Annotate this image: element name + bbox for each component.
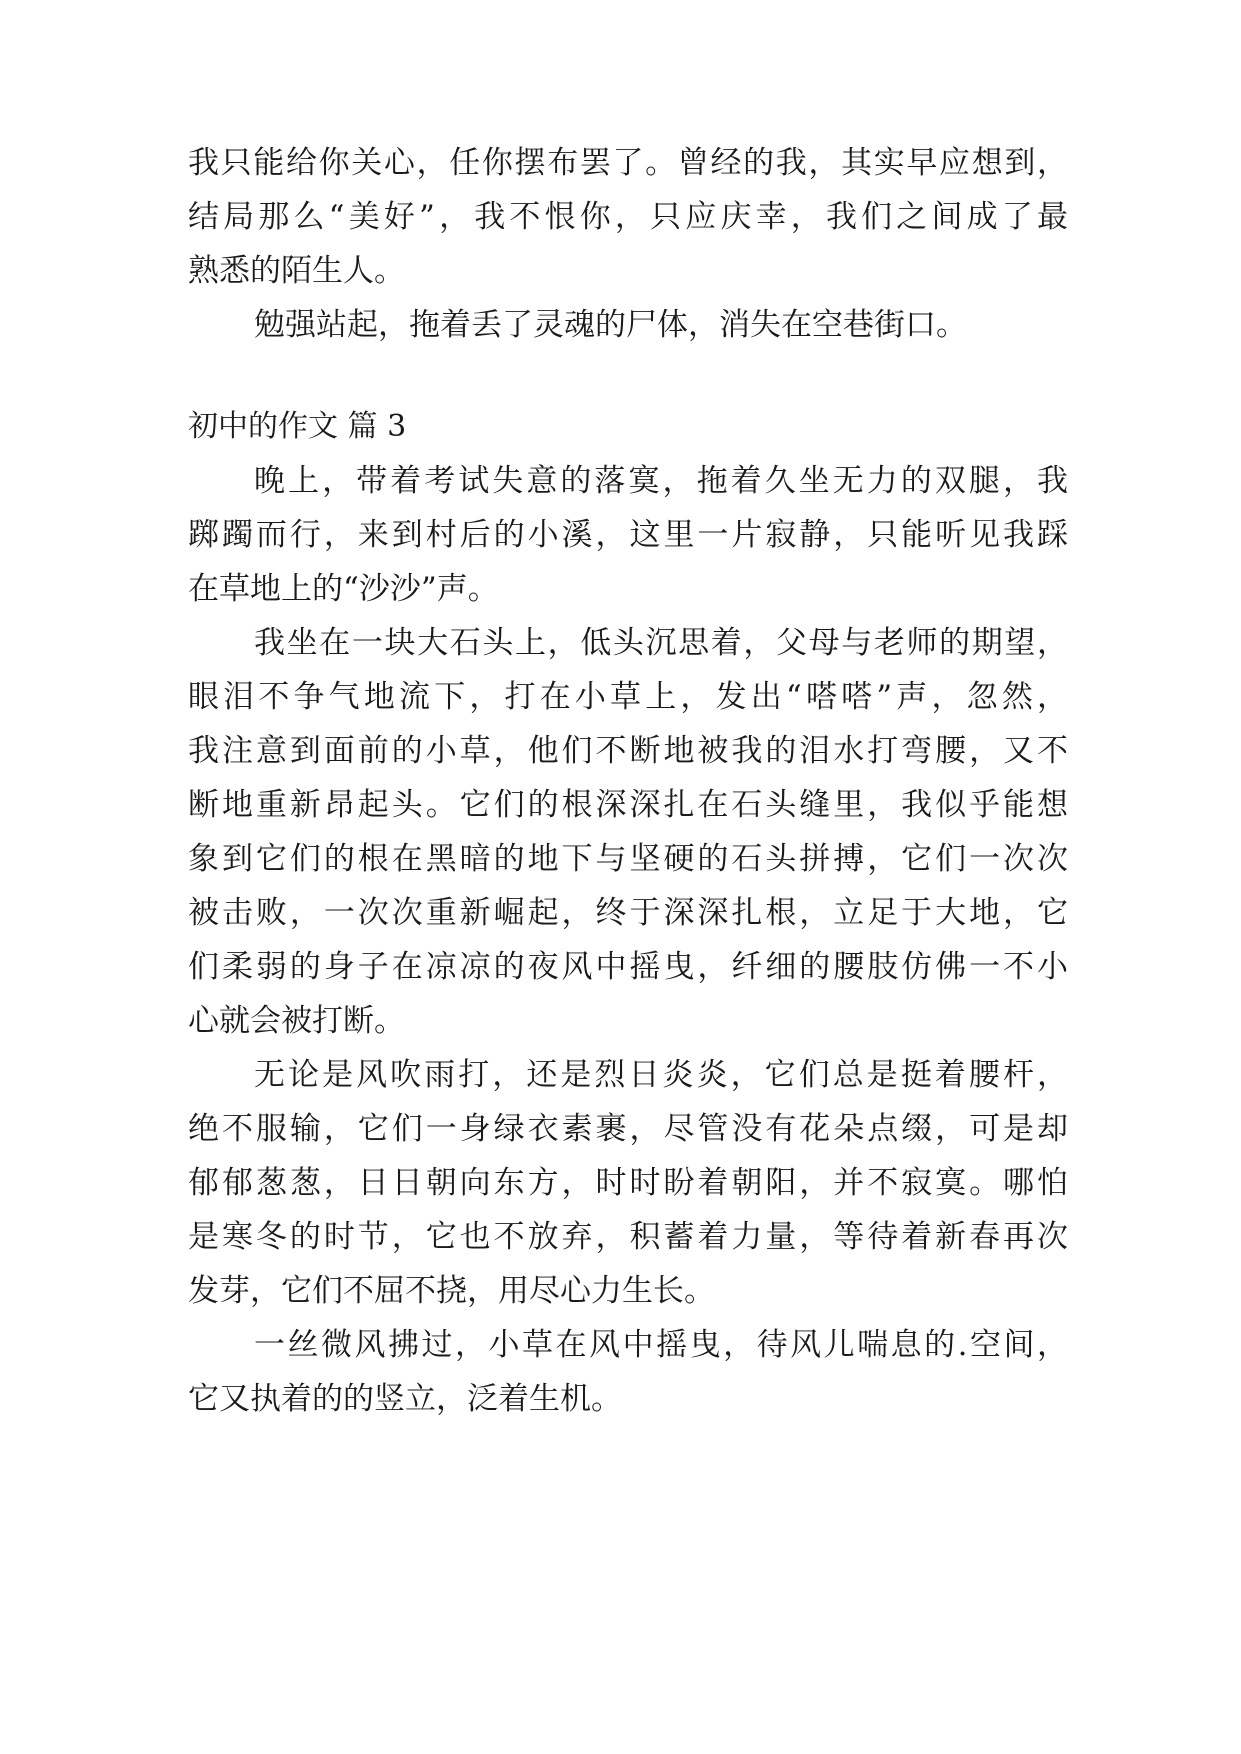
paragraph-line: 郁郁葱葱，日日朝向东方，时时盼着朝阳，并不寂寞。哪怕: [188, 1165, 1068, 1201]
paragraph-line: 熟悉的陌生人。: [188, 253, 405, 289]
paragraph-line: 心就会被打断。: [188, 1003, 405, 1039]
paragraph-line: 我只能给你关心，任你摆布罢了。曾经的我，其实早应想到，: [188, 145, 1068, 181]
paragraph-line: 们柔弱的身子在凉凉的夜风中摇曳，纤细的腰肢仿佛一不小: [188, 949, 1068, 985]
paragraph-line: 它又执着的的竖立，泛着生机。: [188, 1381, 622, 1417]
paragraph-line: 晚上，带着考试失意的落寞，拖着久坐无力的双腿，我: [254, 463, 1068, 499]
paragraph-line: 一丝微风拂过，小草在风中摇曳，待风儿喘息的.空间，: [254, 1327, 1068, 1363]
paragraph-line: 眼泪不争气地流下，打在小草上，发出“嗒嗒”声，忽然，: [188, 679, 1068, 715]
paragraph-line: 象到它们的根在黑暗的地下与坚硬的石头拼搏，它们一次次: [188, 841, 1068, 877]
paragraph-line: 绝不服输，它们一身绿衣素裹，尽管没有花朵点缀，可是却: [188, 1111, 1068, 1147]
paragraph-line: 踯躅而行，来到村后的小溪，这里一片寂静，只能听见我踩: [188, 517, 1068, 553]
paragraph-line: 断地重新昂起头。它们的根深深扎在石头缝里，我似乎能想: [188, 787, 1068, 823]
paragraph-line: 勉强站起，拖着丢了灵魂的尸体，消失在空巷街口。: [254, 307, 967, 343]
paragraph-line: 我注意到面前的小草，他们不断地被我的泪水打弯腰，又不: [188, 733, 1068, 769]
paragraph-line: 无论是风吹雨打，还是烈日炎炎，它们总是挺着腰杆，: [254, 1057, 1068, 1093]
paragraph-line: 在草地上的“沙沙”声。: [188, 571, 499, 607]
paragraph-line: 结局那么“美好”，我不恨你，只应庆幸，我们之间成了最: [188, 199, 1068, 235]
paragraph-line: 是寒冬的时节，它也不放弃，积蓄着力量，等待着新春再次: [188, 1219, 1068, 1255]
paragraph-line: 我坐在一块大石头上，低头沉思着，父母与老师的期望，: [254, 625, 1068, 661]
section-heading: 初中的作文 篇 3: [188, 409, 407, 444]
paragraph-line: 发芽，它们不屈不挠，用尽心力生长。: [188, 1273, 715, 1309]
paragraph-line: 被击败，一次次重新崛起，终于深深扎根，立足于大地，它: [188, 895, 1068, 931]
